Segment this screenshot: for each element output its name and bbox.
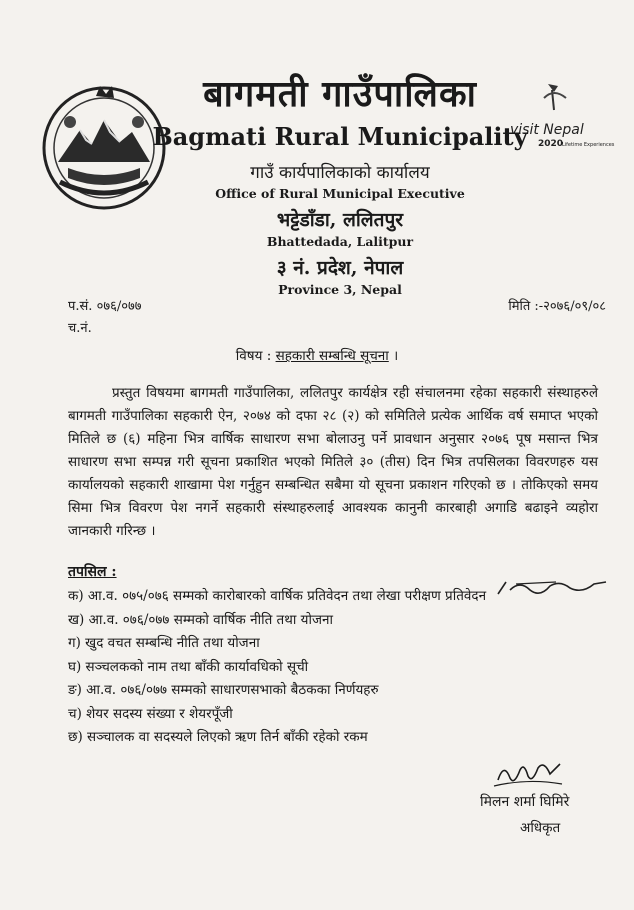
letter-date: मिति :-२०७६/०९/०८ <box>508 299 606 314</box>
signatory-name: मिलन शर्मा घिमिरे <box>480 794 570 810</box>
list-item: घ) सञ्चलकको नाम तथा बाँकी कार्यावधिको सूची <box>68 658 309 675</box>
signatory-title: अधिकृत <box>520 820 561 836</box>
reference-number: प.सं. ०७६/०७७ <box>68 299 142 314</box>
list-item: ङ) आ.व. ०७६/०७७ सम्मको साधारणसभाको बैठकका निर्णयहरु <box>68 682 379 698</box>
subject-line <box>0 346 634 364</box>
place-nepali: भट्टेडाँडा, ललितपुर <box>276 209 404 231</box>
province-english: Province 3, Nepal <box>278 282 402 297</box>
municipality-title-english: Bagmati Rural Municipality <box>152 122 528 151</box>
visit-nepal-text: visit Nepal <box>510 122 584 138</box>
notice-body: प्रस्तुत विषयमा बागमती गाउँपालिका, ललितपुर कार्यक्षेत्र रही संचालनमा रहेका सहकारी संस्थाहरुले बागमती गाउँपालिका सहकारी ऐन, २०७४ को दफा २८ (२) को समितिले प्रत्येक आर्थिक वर्ष समाप्त भएको मितिले छ (६) महिना भित्र वार्षिक साधारण सभा बोलाउनु पर्ने प्रावधान अनुसार २०७६ पूष मसान्त भित्र साधारण सभा सम्पन्न गरी सूचना प्रकाशित भएको मितिले ३० (तीस) दिन भित्र तपसिलका विवरणहरु यस कार्यालयको सहकारी शाखामा पेश गर्नुहुन सम्बन्धित सबैमा यो सूचना प्रकाशन गरिएको छ । तोकिएको समय सिमा भित्र विवरण पेश नगर्ने सहकारी संस्थाहरुलाई आवश्यक कानुनी कारबाही अगाडि बढाइने व्यहोरा जानकारी गरिन्छ । <box>68 385 598 539</box>
list-item: ख) आ.व. ०७६/०७७ सम्मको वार्षिक नीति तथा योजना <box>68 611 334 628</box>
office-name-nepali: गाउँ कार्यपालिकाको कार्यालय <box>250 163 430 183</box>
list-item: च) शेयर सदस्य संख्या र शेयरपूँजी <box>68 705 233 722</box>
subject-text: सहकारी सम्बन्धि सूचना <box>275 348 389 364</box>
subject-suffix: । <box>388 348 399 364</box>
office-name-english: Office of Rural Municipal Executive <box>215 186 465 201</box>
details-heading: तपसिल : <box>68 564 117 580</box>
list-item: क) आ.व. ०७५/०७६ सम्मको कारोबारको वार्षिक प्रतिवेदन तथा लेखा परीक्षण प्रतिवेदन <box>68 588 487 604</box>
province-nepali: ३ नं. प्रदेश, नेपाल <box>276 257 404 279</box>
handwritten-annotation <box>496 578 608 598</box>
dispatch-number: च.नं. <box>68 321 92 336</box>
details-list <box>68 585 486 750</box>
visit-nepal-tag: Lifetime Experiences <box>562 142 615 148</box>
visit-nepal-year: 2020 <box>538 139 564 149</box>
signature-mark <box>492 758 564 790</box>
municipality-title-nepali: बागमती गाउँपालिका <box>203 73 477 115</box>
list-item: छ) सञ्चालक वा सदस्यले लिएको ऋण तिर्न बाँकी रहेको रकम <box>68 729 368 745</box>
list-item: ग) खुद वचत सम्बन्धि नीति तथा योजना <box>68 635 260 651</box>
nepal-emblem-icon <box>40 82 168 212</box>
subject-prefix: विषय : <box>235 348 276 364</box>
place-english: Bhattedada, Lalitpur <box>266 234 414 249</box>
